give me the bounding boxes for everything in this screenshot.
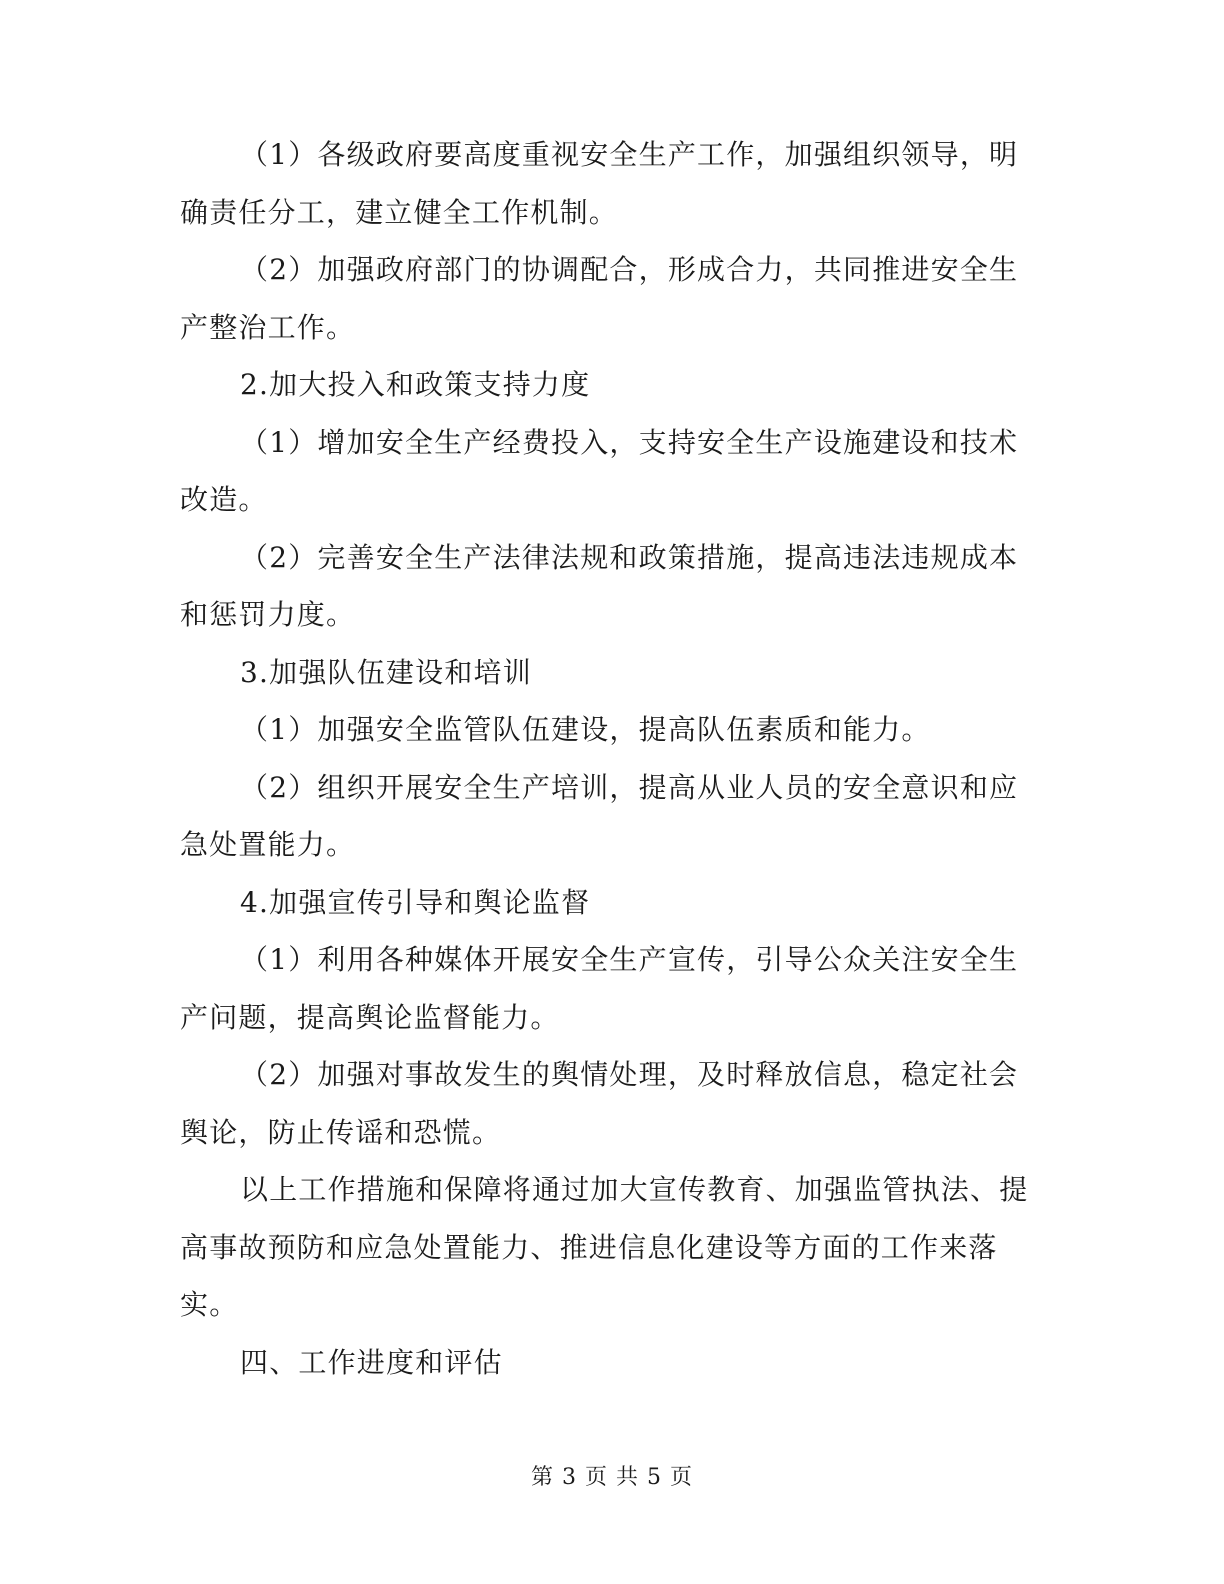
- paragraph-3: （1）增加安全生产经费投入，支持安全生产设施建设和技术改造。: [180, 425, 1019, 516]
- section-heading-3: 3.加强队伍建设和培训: [240, 655, 532, 689]
- paragraph-2: （2）加强政府部门的协调配合，形成合力，共同推进安全生产整治工作。: [180, 253, 1019, 344]
- summary-paragraph: 以上工作措施和保障将通过加大宣传教育、加强监管执法、提高事故预防和应急处置能力、推进信息化建设等方面的工作来落实。: [180, 1173, 1029, 1321]
- document-body: [180, 126, 1040, 1391]
- page-number-footer: 第 3 页 共 5 页: [531, 1465, 693, 1490]
- paragraph-8: （2）加强对事故发生的舆情处理，及时释放信息，稳定社会舆论，防止传谣和恐慌。: [180, 1058, 1019, 1149]
- section-heading-2: 2.加大投入和政策支持力度: [240, 368, 591, 401]
- paragraph-6: （2）组织开展安全生产培训，提高从业人员的安全意识和应急处置能力。: [180, 770, 1019, 861]
- paragraph-5: （1）加强安全监管队伍建设，提高队伍素质和能力。: [240, 713, 931, 746]
- paragraph-7: （1）利用各种媒体开展安全生产宣传，引导公众关注安全生产问题，提高舆论监督能力。: [180, 943, 1019, 1034]
- chapter-heading: 四、工作进度和评估: [240, 1345, 503, 1379]
- paragraph-1: （1）各级政府要高度重视安全生产工作，加强组织领导，明确责任分工，建立健全工作机制。: [180, 138, 1019, 229]
- section-heading-4: 4.加强宣传引导和舆论监督: [240, 885, 591, 919]
- paragraph-4: （2）完善安全生产法律法规和政策措施，提高违法违规成本和惩罚力度。: [180, 540, 1019, 631]
